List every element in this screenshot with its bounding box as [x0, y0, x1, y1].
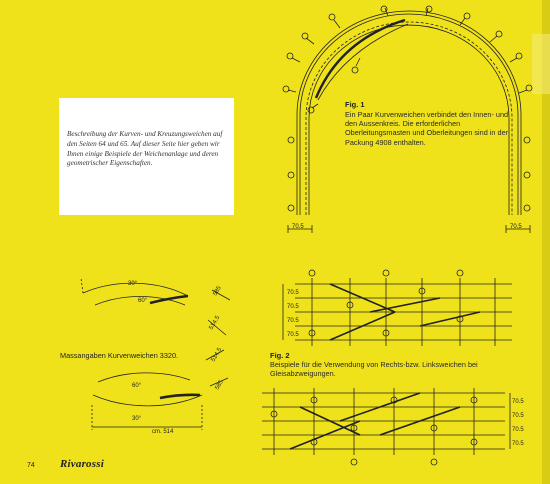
angle-top-inner: 60° [138, 298, 148, 304]
fig1-dim-left: 70.5 [292, 224, 304, 230]
fig2-upper-dim-2: 70.5 [287, 304, 299, 310]
fig2-lower-diagram [262, 388, 510, 465]
brand-logo: Rivarossi [60, 458, 104, 470]
dim-c: 514.5 [210, 346, 224, 363]
fig1-title: Fig. 1 [345, 100, 365, 109]
page-number: 74 [27, 462, 35, 469]
fig2-upper-diagram [283, 270, 512, 346]
massangaben-caption: Massangaben Kurvenweichen 3320. [60, 351, 179, 360]
angle-bottom-outer: 60° [132, 383, 142, 389]
fig2-caption: Beispiele für die Verwendung von Rechts-bzw. Linksweichen bei Gleisabzweigungen. [270, 360, 478, 379]
dim-a: 585 [212, 285, 223, 297]
fig1-caption: Ein Paar Kurvenweichen verbindet den Innen- und den Aussenkreis. Die erforderlichen Oberleitungsmasten und Oberleitungen sind in der Packung 4908 enthalten. [345, 110, 509, 147]
fig2-upper-dim-4: 70.5 [287, 332, 299, 338]
fig2-lower-dim-1: 70.5 [512, 399, 524, 405]
fig2-title: Fig. 2 [270, 351, 290, 360]
fig2-upper-dim-1: 70.5 [287, 290, 299, 296]
fig2-lower-dim-2: 70.5 [512, 413, 524, 419]
fig2-upper-dim-3: 70.5 [287, 318, 299, 324]
unit-label: cm. 514 [152, 429, 174, 435]
angle-top-outer: 30° [128, 281, 138, 287]
description-text: Beschreibung der Kurven- und Kreuzungsweichen auf den Seiten 64 und 65. Auf dieser Seite hier geben wir Ihnen einige Beispiele der Weichenanlage und deren geometrischer Eigenschaften. [67, 130, 223, 168]
fig1-dim-right: 70.5 [510, 224, 522, 230]
dim-b: 514.5 [208, 314, 222, 331]
dim-d: 585 [214, 379, 225, 391]
fig2-lower-dim-3: 70.5 [512, 427, 524, 433]
angle-bottom-inner: 30° [132, 416, 142, 422]
fig2-lower-dim-4: 70.5 [512, 441, 524, 447]
